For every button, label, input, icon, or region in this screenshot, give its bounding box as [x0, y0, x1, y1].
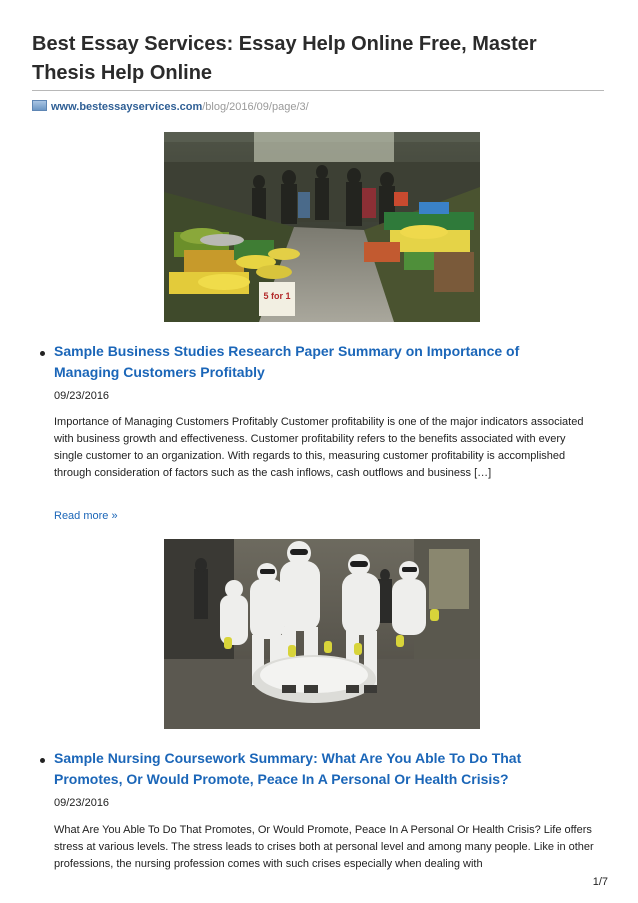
post-excerpt: What Are You Able To Do That Promotes, Or Would Promote, Peace In A Personal Or Health Crisis? Life offers stress at various levels. The stress leads to crises both at personal level and among many people. Like in other professions, the nursing profession comes with such crises especially when dealing with: [54, 824, 594, 870]
source-path[interactable]: /blog/2016/09/page/3/: [202, 101, 309, 113]
post-bullet: [40, 758, 45, 763]
page-title: Best Essay Services: Essay Help Online Free, Master Thesis Help Online: [32, 33, 537, 84]
source-domain[interactable]: www.bestessayservices.com: [51, 101, 203, 113]
title-divider: [32, 90, 604, 91]
page-number: 1/7: [592, 876, 608, 888]
post-bullet: [40, 351, 45, 356]
price-sign: 5 for 1: [263, 291, 291, 301]
post-date: 09/23/2016: [54, 390, 110, 402]
post-title-link[interactable]: Sample Nursing Coursework Summary: What Are You Able To Do That Promotes, Or Would Promote, Peace In A Personal Or Health Crisis?: [54, 750, 522, 787]
post-excerpt: Importance of Managing Customers Profitably Customer profitability is one of the major indicators associated with business growth and effectiveness. Customer profitability refers to the benefits associated with every single customer to an organization. With regards to this, measuring customer profitability is accomplished through consideration of factors such as the cash inflows, cash outflows and business […]: [54, 416, 584, 479]
post-date: 09/23/2016: [54, 797, 110, 809]
post-title-link[interactable]: Sample Business Studies Research Paper Summary on Importance of Managing Customers Profitably: [54, 343, 520, 380]
read-more-link[interactable]: Read more »: [54, 510, 118, 522]
health-workers-photo: [164, 539, 480, 729]
market-stall-photo: [164, 132, 480, 322]
site-favicon-icon: [32, 100, 47, 111]
source-url[interactable]: [32, 100, 309, 114]
